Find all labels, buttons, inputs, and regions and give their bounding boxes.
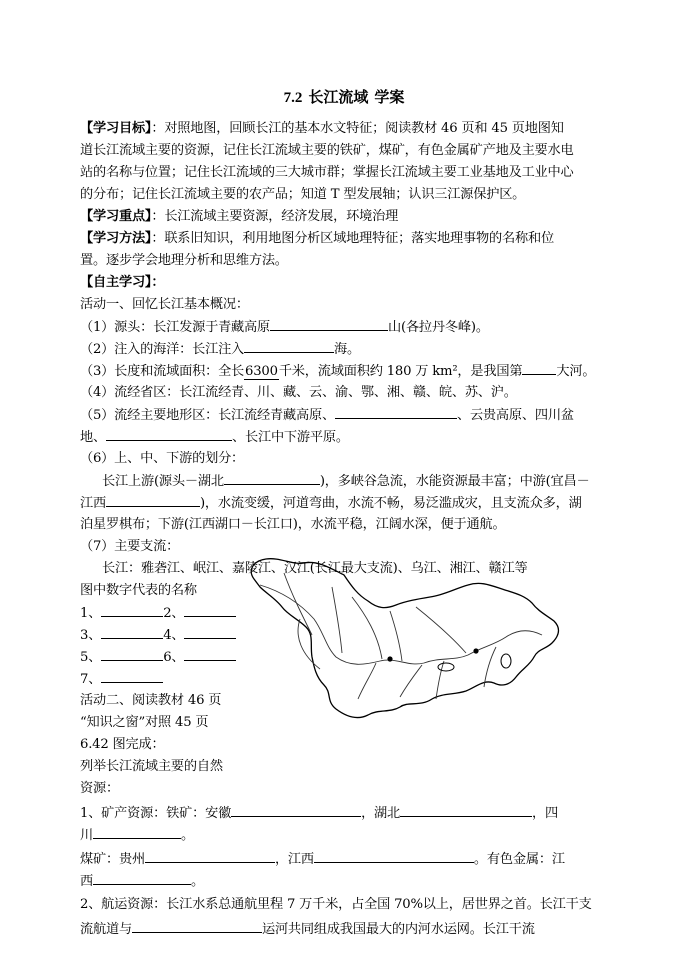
activity-1-title: 活动一、回忆长江基本概况： [80, 297, 249, 312]
map-question: 图中数字代表的名称 [80, 583, 197, 598]
map-blank-2[interactable] [184, 602, 236, 617]
han-river [416, 607, 466, 653]
map-blank-3[interactable] [101, 624, 163, 639]
self-study-heading: 【自主学习】： [80, 275, 165, 290]
yangtze-basin-map [240, 549, 570, 729]
focus-line: 【学习重点】：长江流域主要资源，经济发展，环境治理 [80, 209, 399, 224]
sea-blank[interactable] [244, 338, 334, 353]
activity-2-line-1: 活动二、阅读教材 46 页 [80, 693, 222, 708]
map-answers-row-1: 1、 2、 [80, 602, 236, 624]
gan-river [484, 647, 496, 687]
mineral-iron-line-2: 川 。 [80, 824, 194, 846]
shipping-line-2: 流航道与 运河共同组成我国最大的内河水运网。长江干流 [80, 918, 535, 940]
activity-2-line-4: 列举长江流域主要的自然 [80, 759, 223, 774]
activity-2-line-3: 6.42 图完成： [80, 737, 165, 752]
title-main: 长江流域 [308, 88, 369, 106]
landforms-item-2: 地、 、长江中下游平原。 [80, 426, 349, 448]
canal-blank[interactable] [132, 918, 262, 933]
coal-guizhou-blank[interactable] [145, 848, 275, 863]
landforms-item-1: （5）流经主要地形区：长江流经青藏高原、 、云贵高原、四川盆 [80, 404, 574, 426]
min-river [332, 587, 342, 653]
poyang-lake [501, 654, 511, 668]
xiang-river [436, 661, 444, 699]
city-marker-wuhan [473, 648, 478, 653]
mineral-iron-line: 1、矿产资源：铁矿：安徽 ，湖北 ，四 [80, 802, 558, 824]
focus-label: 【学习重点】 [80, 209, 152, 224]
provinces-item: （4）流经省区：长江流经青、川、藏、云、渝、鄂、湘、赣、皖、苏、沪。 [80, 385, 517, 400]
reaches-line-1: 长江上游(源头－湖北 )，多峡谷急流，水能资源最丰富；中游(宜昌－ [102, 470, 589, 492]
activity-2-line-2: “知识之窗”对照 45 页 [80, 715, 209, 730]
map-blank-7[interactable] [101, 668, 163, 683]
length-value[interactable]: 6300 [245, 364, 278, 379]
goals-line-2: 道长江流域主要的资源，记住长江流域主要的铁矿，煤矿，有色金属矿产地及主要水电 [80, 143, 574, 158]
goals-line-3: 站的名称与位置；记住长江流域的三大城市群；掌握长江流域主要工业基地及工业中心 [80, 165, 574, 180]
map-blank-4[interactable] [184, 624, 236, 639]
map-answers-row-2: 3、 4、 [80, 624, 236, 646]
middle-reach-blank[interactable] [106, 492, 200, 507]
goals-line-1: 【学习目标】：对照地图，回顾长江的基本水文特征；阅读教材 46 页和 45 页地图知 [80, 121, 564, 136]
method-line-1: 【学习方法】：联系旧知识，利用地图分析区域地理特征；落实地理事物的名称和位 [80, 231, 554, 246]
title-sub: 学案 [374, 88, 405, 106]
shipping-line-1: 2、航运资源：长江水系总通航里程 7 万千米，占全国 70%以上，居世界之首。长江干支 [80, 897, 592, 912]
coal-jiangxi-blank[interactable] [314, 848, 474, 863]
activity-2-line-5: 资源： [80, 781, 119, 796]
iron-hubei-blank[interactable] [400, 802, 532, 817]
tributaries-item: （7）主要支流： [80, 539, 180, 554]
map-answers-row-4: 7、 [80, 668, 163, 690]
goals-label: 【学习目标】 [80, 121, 152, 136]
jinsha-branch [298, 619, 320, 669]
map-blank-6[interactable] [184, 646, 236, 661]
length-item: （3）长度和流域面积：全长6300千米，流域面积约 180 万 km²，是我国第 大河。 [80, 360, 595, 382]
mineral-metal-line-2: 西 。 [80, 870, 204, 892]
rank-blank[interactable] [522, 360, 556, 375]
method-line-2: 置。逐步学会地理分析和思维方法。 [80, 253, 288, 268]
reaches-line-3: 泊星罗棋布；下游(江西湖口－长江口)，水流平稳，江阔水深，便于通航。 [80, 517, 506, 532]
dongting-lake [438, 663, 454, 671]
wu-river [358, 663, 376, 699]
iron-anhui-blank[interactable] [231, 802, 361, 817]
reaches-item: （6）上、中、下游的划分： [80, 451, 245, 466]
basin-outline [251, 559, 558, 718]
method-label: 【学习方法】 [80, 231, 152, 246]
lesson-number: 7.2 [283, 90, 303, 106]
map-blank-5[interactable] [101, 646, 163, 661]
map-answers-row-3: 5、 6、 [80, 646, 236, 668]
landform-blank-2[interactable] [106, 426, 232, 441]
qingyi-branch [390, 611, 402, 661]
sea-item: （2）注入的海洋：长江注入 海。 [80, 338, 360, 360]
goals-line-4: 的分布；记住长江流域主要的农产品；知道 T 型发展轴；认识三江源保护区。 [80, 187, 526, 202]
source-mountain-blank[interactable] [270, 316, 388, 331]
city-marker-chongqing [387, 656, 392, 661]
page-title [0, 86, 688, 107]
landform-blank-1[interactable] [335, 404, 457, 419]
map-blank-1[interactable] [101, 602, 163, 617]
tributaries-list: 长江：雅砻江、岷江、嘉陵江、汉江(长江最大支流)、乌江、湘江、赣江等 [102, 561, 528, 576]
mineral-coal-line: 煤矿：贵州 ，江西 。有色金属：江 [80, 848, 565, 870]
reaches-line-2: 江西 )，水流变缓，河道弯曲，水流不畅，易泛滥成灾，且支流众多，湖 [80, 492, 582, 514]
upper-reach-blank[interactable] [224, 470, 320, 485]
iron-sichuan-blank[interactable] [93, 824, 181, 839]
yuan-branch [400, 665, 422, 697]
metal-jiangxi-blank[interactable] [93, 870, 191, 885]
source-item: （1）源头：长江发源于青藏高原 山(各拉丹冬峰)。 [80, 316, 489, 338]
